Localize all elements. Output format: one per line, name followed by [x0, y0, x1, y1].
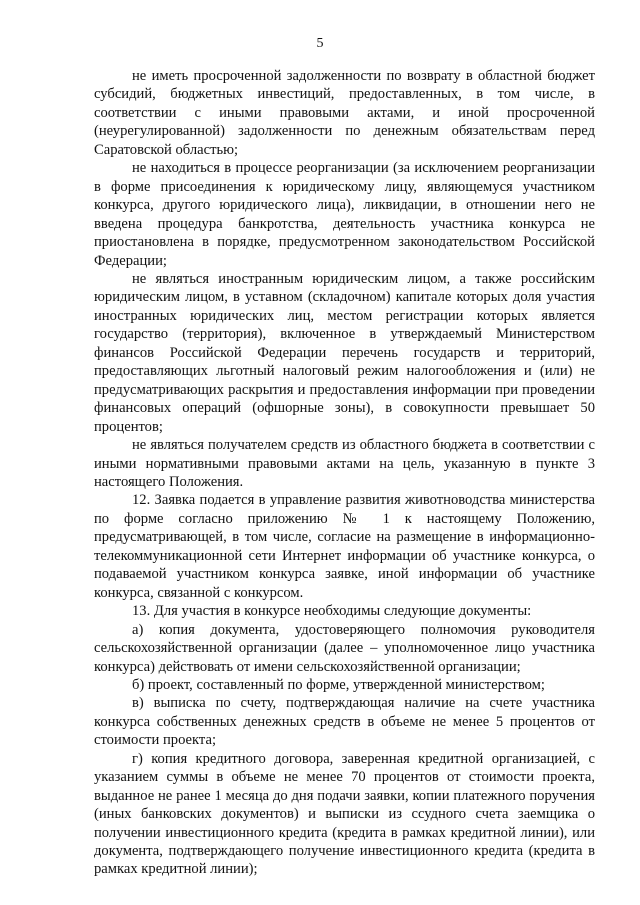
paragraph-item-13g: г) копия кредитного договора, заверенная кредитной организацией, с указанием суммы в объеме не менее 70 процентов от стоимости проекта, выданное не ранее 1 месяца до дня подачи заявки, копии платежного поручения (иных банковских документов) и выписки из ссудного счета заемщика о получении инвестиционного кредита (кредита в рамках кредитной линии), или документа, подтверждающего получение инвестиционного кредита (кредита в рамках кредитной линии);	[94, 750, 595, 878]
paragraph-item-12-application: 12. Заявка подается в управление развития животноводства министерства по форме согласно приложению № 1 к настоящему Положению, предусматривающей, в том числе, согласие на размещение в информационно-телекоммуникационной сети Интернет информации об участнике конкурса, о подаваемой участником конкурса заявке, иной информации об участнике конкурса, связанной с конкурсом.	[94, 492, 595, 601]
paragraph-item-13-documents: 13. Для участия в конкурсе необходимы следующие документы:	[132, 603, 532, 620]
paragraph-item-13b: б) проект, составленный по форме, утвержденной министерством;	[132, 676, 545, 693]
paragraph-not-budget-recipient: не являться получателем средств из областного бюджета в соответствии с иными нормативными правовыми актами на цель, указанную в пункте 3 настоящего Положения.	[94, 437, 595, 490]
paragraph-item-13a: а) копия документа, удостоверяющего полномочия руководителя сельскохозяйственной организации (далее – уполномоченное лицо участника конкурса) действовать от имени сельскохозяйственной организации;	[94, 621, 595, 675]
paragraph-no-reorganization: не находиться в процессе реорганизации (за исключением реорганизации в форме присоединения к юридическому лицу, являющемуся участником конкурса, другого юридического лица), ликвидации, в отношении него не введена процедура банкротства, деятельность участника конкурса не приостановлена в порядке, предусмотренном законодательством Российской Федерации;	[94, 160, 595, 269]
document-body	[94, 67, 595, 879]
paragraph-item-13v: в) выписка по счету, подтверждающая наличие на счете участника конкурса собственных денежных средств в объеме не менее 5 процентов от стоимости проекта;	[94, 695, 595, 749]
paragraph-not-foreign-entity: не являться иностранным юридическим лицом, а также российским юридическим лицом, в уставном (складочном) капитале которых доля участия иностранных юридических лиц, местом регистрации которых является государство (территория), включенное в утверждаемый Министерством финансов Российской Федерации перечень государств и территорий, предоставляющих льготный налоговый режим налогообложения и (или) не предусматривающих раскрытия и предоставления информации при проведении финансовых операций (офшорные зоны), в совокупности превышает 50 процентов;	[94, 270, 595, 435]
paragraph-no-overdue-debt: не иметь просроченной задолженности по возврату в областной бюджет субсидий, бюджетных инвестиций, предоставленных, в том числе, в соответствии с иными правовыми актами, и иной просроченной (неурегулированной) задолженности по денежным обязательствам перед Саратовской областью;	[94, 68, 595, 158]
page-number: 5	[316, 36, 324, 51]
